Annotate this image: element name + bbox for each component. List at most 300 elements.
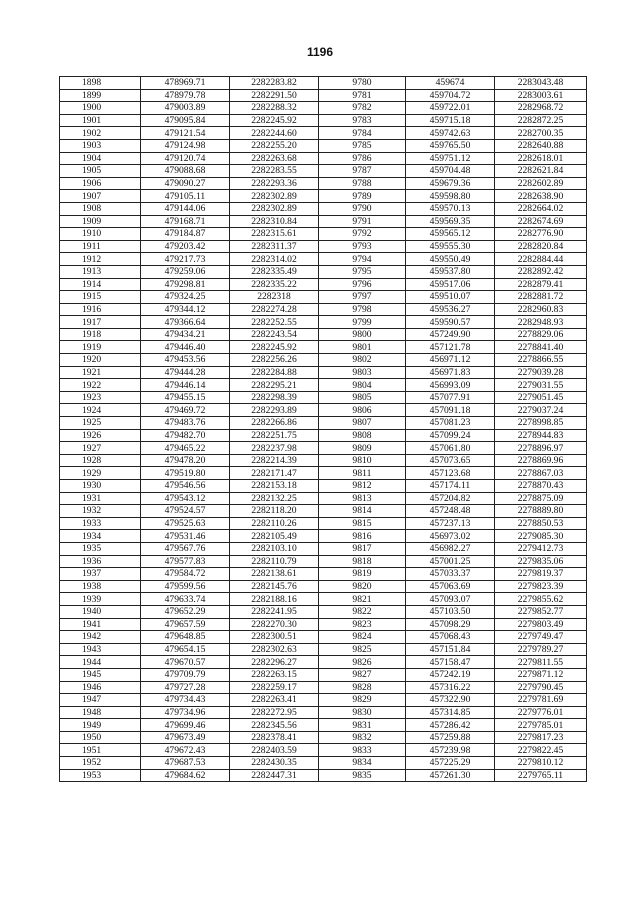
- y-coordinate-b-cell: 2278869.96: [495, 454, 587, 467]
- table-row: [60, 605, 587, 618]
- point-number-cell: 1939: [60, 593, 141, 606]
- y-coordinate-b-cell: 2279037.24: [495, 404, 587, 417]
- x-coordinate-b-cell: 456982.27: [406, 542, 495, 555]
- y-coordinate-b-cell: 2282960.83: [495, 303, 587, 316]
- point-number-b-cell: 9802: [319, 354, 406, 367]
- y-coordinate-cell: 2282255.20: [230, 139, 319, 152]
- x-coordinate-b-cell: 457098.29: [406, 618, 495, 631]
- y-coordinate-cell: 2282296.27: [230, 656, 319, 669]
- y-coordinate-b-cell: 2282776.90: [495, 228, 587, 241]
- x-coordinate-cell: 479003.89: [141, 102, 230, 115]
- y-coordinate-b-cell: 2279776.01: [495, 706, 587, 719]
- y-coordinate-b-cell: 2278870.43: [495, 480, 587, 493]
- x-coordinate-b-cell: 457249.90: [406, 328, 495, 341]
- y-coordinate-b-cell: 2278944.83: [495, 429, 587, 442]
- y-coordinate-b-cell: 2282881.72: [495, 291, 587, 304]
- point-number-cell: 1912: [60, 253, 141, 266]
- point-number-cell: 1924: [60, 404, 141, 417]
- x-coordinate-b-cell: 459704.72: [406, 89, 495, 102]
- x-coordinate-cell: 479090.27: [141, 177, 230, 190]
- x-coordinate-b-cell: 457225.29: [406, 757, 495, 770]
- y-coordinate-b-cell: 2282872.25: [495, 114, 587, 127]
- point-number-cell: 1907: [60, 190, 141, 203]
- y-coordinate-cell: 2282284.88: [230, 366, 319, 379]
- y-coordinate-cell: 2282259.17: [230, 681, 319, 694]
- point-number-cell: 1900: [60, 102, 141, 115]
- point-number-b-cell: 9817: [319, 542, 406, 555]
- y-coordinate-cell: 2282188.16: [230, 593, 319, 606]
- point-number-b-cell: 9804: [319, 379, 406, 392]
- y-coordinate-cell: 2282245.92: [230, 341, 319, 354]
- x-coordinate-cell: 479657.59: [141, 618, 230, 631]
- table-row: [60, 404, 587, 417]
- table-row: [60, 278, 587, 291]
- point-number-b-cell: 9790: [319, 202, 406, 215]
- y-coordinate-b-cell: 2282664.02: [495, 202, 587, 215]
- y-coordinate-cell: 2282274.28: [230, 303, 319, 316]
- table-row: [60, 580, 587, 593]
- y-coordinate-cell: 2282110.26: [230, 517, 319, 530]
- y-coordinate-cell: 2282266.86: [230, 417, 319, 430]
- y-coordinate-b-cell: 2279051.45: [495, 391, 587, 404]
- x-coordinate-cell: 479434.21: [141, 328, 230, 341]
- y-coordinate-cell: 2282118.20: [230, 505, 319, 518]
- y-coordinate-b-cell: 2278875.09: [495, 492, 587, 505]
- x-coordinate-cell: 479599.56: [141, 580, 230, 593]
- point-number-b-cell: 9782: [319, 102, 406, 115]
- point-number-cell: 1935: [60, 542, 141, 555]
- y-coordinate-cell: 2282138.61: [230, 568, 319, 581]
- table-row: [60, 442, 587, 455]
- x-coordinate-cell: 479709.79: [141, 668, 230, 681]
- point-number-cell: 1936: [60, 555, 141, 568]
- y-coordinate-cell: 2282288.32: [230, 102, 319, 115]
- point-number-b-cell: 9793: [319, 240, 406, 253]
- table-row: [60, 454, 587, 467]
- y-coordinate-b-cell: 2279790.45: [495, 681, 587, 694]
- table-row: [60, 265, 587, 278]
- point-number-b-cell: 9827: [319, 668, 406, 681]
- y-coordinate-b-cell: 2279811.55: [495, 656, 587, 669]
- y-coordinate-b-cell: 2282674.69: [495, 215, 587, 228]
- x-coordinate-b-cell: 459704.48: [406, 165, 495, 178]
- x-coordinate-cell: 479120.74: [141, 152, 230, 165]
- table-row: [60, 190, 587, 203]
- point-number-b-cell: 9825: [319, 643, 406, 656]
- point-number-b-cell: 9835: [319, 769, 406, 782]
- y-coordinate-b-cell: 2282820.84: [495, 240, 587, 253]
- point-number-b-cell: 9813: [319, 492, 406, 505]
- point-number-cell: 1920: [60, 354, 141, 367]
- point-number-cell: 1928: [60, 454, 141, 467]
- x-coordinate-b-cell: 457093.07: [406, 593, 495, 606]
- x-coordinate-cell: 479684.62: [141, 769, 230, 782]
- y-coordinate-cell: 2282447.31: [230, 769, 319, 782]
- x-coordinate-cell: 479446.40: [141, 341, 230, 354]
- x-coordinate-b-cell: 457151.84: [406, 643, 495, 656]
- y-coordinate-b-cell: 2279817.23: [495, 731, 587, 744]
- point-number-cell: 1911: [60, 240, 141, 253]
- y-coordinate-cell: 2282293.89: [230, 404, 319, 417]
- point-number-cell: 1915: [60, 291, 141, 304]
- x-coordinate-b-cell: 456993.09: [406, 379, 495, 392]
- table-row: [60, 228, 587, 241]
- table-row: [60, 542, 587, 555]
- point-number-cell: 1916: [60, 303, 141, 316]
- table-row: [60, 744, 587, 757]
- x-coordinate-b-cell: 459715.18: [406, 114, 495, 127]
- y-coordinate-b-cell: 2279819.37: [495, 568, 587, 581]
- x-coordinate-b-cell: 457068.43: [406, 631, 495, 644]
- point-number-cell: 1921: [60, 366, 141, 379]
- point-number-cell: 1927: [60, 442, 141, 455]
- point-number-b-cell: 9818: [319, 555, 406, 568]
- point-number-b-cell: 9794: [319, 253, 406, 266]
- x-coordinate-b-cell: 459565.12: [406, 228, 495, 241]
- point-number-b-cell: 9806: [319, 404, 406, 417]
- point-number-b-cell: 9799: [319, 316, 406, 329]
- point-number-b-cell: 9803: [319, 366, 406, 379]
- y-coordinate-b-cell: 2278850.53: [495, 517, 587, 530]
- x-coordinate-cell: 479453.56: [141, 354, 230, 367]
- y-coordinate-b-cell: 2282621.84: [495, 165, 587, 178]
- point-number-b-cell: 9792: [319, 228, 406, 241]
- x-coordinate-cell: 479519.80: [141, 467, 230, 480]
- y-coordinate-b-cell: 2279803.49: [495, 618, 587, 631]
- point-number-cell: 1937: [60, 568, 141, 581]
- y-coordinate-b-cell: 2282602.89: [495, 177, 587, 190]
- x-coordinate-b-cell: 457077.91: [406, 391, 495, 404]
- y-coordinate-cell: 2282263.68: [230, 152, 319, 165]
- point-number-b-cell: 9828: [319, 681, 406, 694]
- x-coordinate-cell: 479124.98: [141, 139, 230, 152]
- x-coordinate-cell: 479184.87: [141, 228, 230, 241]
- table-row: [60, 77, 587, 90]
- x-coordinate-b-cell: 457204.82: [406, 492, 495, 505]
- table-row: [60, 354, 587, 367]
- x-coordinate-cell: 479673.49: [141, 731, 230, 744]
- point-number-cell: 1933: [60, 517, 141, 530]
- y-coordinate-cell: 2282291.50: [230, 89, 319, 102]
- table-row: [60, 694, 587, 707]
- point-number-cell: 1946: [60, 681, 141, 694]
- table-row: [60, 681, 587, 694]
- y-coordinate-b-cell: 2279835.06: [495, 555, 587, 568]
- x-coordinate-b-cell: 457248.48: [406, 505, 495, 518]
- point-number-cell: 1906: [60, 177, 141, 190]
- table-row: [60, 618, 587, 631]
- table-row: [60, 316, 587, 329]
- point-number-cell: 1941: [60, 618, 141, 631]
- point-number-cell: 1905: [60, 165, 141, 178]
- table-row: [60, 291, 587, 304]
- x-coordinate-cell: 478979.78: [141, 89, 230, 102]
- y-coordinate-b-cell: 2279871.12: [495, 668, 587, 681]
- x-coordinate-b-cell: 457103.50: [406, 605, 495, 618]
- y-coordinate-b-cell: 2279412.73: [495, 542, 587, 555]
- y-coordinate-cell: 2282293.36: [230, 177, 319, 190]
- point-number-b-cell: 9788: [319, 177, 406, 190]
- point-number-b-cell: 9814: [319, 505, 406, 518]
- y-coordinate-cell: 2282171.47: [230, 467, 319, 480]
- y-coordinate-b-cell: 2279781.69: [495, 694, 587, 707]
- x-coordinate-cell: 479144.06: [141, 202, 230, 215]
- table-row: [60, 706, 587, 719]
- point-number-cell: 1910: [60, 228, 141, 241]
- x-coordinate-cell: 479567.76: [141, 542, 230, 555]
- y-coordinate-cell: 2282245.92: [230, 114, 319, 127]
- table-row: [60, 505, 587, 518]
- y-coordinate-b-cell: 2279810.12: [495, 757, 587, 770]
- point-number-b-cell: 9809: [319, 442, 406, 455]
- table-row: [60, 593, 587, 606]
- y-coordinate-b-cell: 2279789.27: [495, 643, 587, 656]
- point-number-cell: 1947: [60, 694, 141, 707]
- x-coordinate-b-cell: 457081.23: [406, 417, 495, 430]
- y-coordinate-cell: 2282270.30: [230, 618, 319, 631]
- point-number-b-cell: 9832: [319, 731, 406, 744]
- y-coordinate-b-cell: 2282638.90: [495, 190, 587, 203]
- point-number-b-cell: 9829: [319, 694, 406, 707]
- point-number-cell: 1919: [60, 341, 141, 354]
- table-row: [60, 731, 587, 744]
- table-row: [60, 757, 587, 770]
- point-number-b-cell: 9781: [319, 89, 406, 102]
- table-row: [60, 467, 587, 480]
- point-number-b-cell: 9801: [319, 341, 406, 354]
- x-coordinate-cell: 479344.12: [141, 303, 230, 316]
- point-number-cell: 1940: [60, 605, 141, 618]
- point-number-b-cell: 9785: [319, 139, 406, 152]
- x-coordinate-cell: 479546.56: [141, 480, 230, 493]
- table-row: [60, 240, 587, 253]
- x-coordinate-b-cell: 459598.80: [406, 190, 495, 203]
- point-number-b-cell: 9821: [319, 593, 406, 606]
- table-row: [60, 429, 587, 442]
- y-coordinate-cell: 2282430.35: [230, 757, 319, 770]
- point-number-cell: 1932: [60, 505, 141, 518]
- point-number-cell: 1917: [60, 316, 141, 329]
- table-row: [60, 114, 587, 127]
- x-coordinate-b-cell: 457174.11: [406, 480, 495, 493]
- x-coordinate-cell: 479633.74: [141, 593, 230, 606]
- x-coordinate-b-cell: 456971.12: [406, 354, 495, 367]
- x-coordinate-cell: 479088.68: [141, 165, 230, 178]
- x-coordinate-cell: 479465.22: [141, 442, 230, 455]
- x-coordinate-cell: 479483.76: [141, 417, 230, 430]
- x-coordinate-b-cell: 459590.57: [406, 316, 495, 329]
- point-number-cell: 1908: [60, 202, 141, 215]
- point-number-cell: 1938: [60, 580, 141, 593]
- x-coordinate-b-cell: 459679.36: [406, 177, 495, 190]
- point-number-b-cell: 9819: [319, 568, 406, 581]
- y-coordinate-b-cell: 2282968.72: [495, 102, 587, 115]
- point-number-b-cell: 9783: [319, 114, 406, 127]
- point-number-cell: 1952: [60, 757, 141, 770]
- point-number-b-cell: 9815: [319, 517, 406, 530]
- y-coordinate-cell: 2282263.15: [230, 668, 319, 681]
- x-coordinate-cell: 479446.14: [141, 379, 230, 392]
- point-number-b-cell: 9796: [319, 278, 406, 291]
- y-coordinate-b-cell: 2283043.48: [495, 77, 587, 90]
- x-coordinate-cell: 479168.71: [141, 215, 230, 228]
- table-row: [60, 152, 587, 165]
- x-coordinate-b-cell: 456973.02: [406, 530, 495, 543]
- table-row: [60, 165, 587, 178]
- table-row: [60, 568, 587, 581]
- x-coordinate-cell: 479648.85: [141, 631, 230, 644]
- point-number-b-cell: 9780: [319, 77, 406, 90]
- coordinates-table: [59, 76, 587, 782]
- table-row: [60, 102, 587, 115]
- table-row: [60, 417, 587, 430]
- point-number-cell: 1902: [60, 127, 141, 140]
- x-coordinate-b-cell: 457063.69: [406, 580, 495, 593]
- y-coordinate-b-cell: 2279785.01: [495, 719, 587, 732]
- point-number-cell: 1898: [60, 77, 141, 90]
- point-number-b-cell: 9823: [319, 618, 406, 631]
- y-coordinate-cell: 2282335.49: [230, 265, 319, 278]
- x-coordinate-cell: 479654.15: [141, 643, 230, 656]
- point-number-b-cell: 9807: [319, 417, 406, 430]
- point-number-cell: 1930: [60, 480, 141, 493]
- y-coordinate-cell: 2282105.49: [230, 530, 319, 543]
- y-coordinate-b-cell: 2279031.55: [495, 379, 587, 392]
- x-coordinate-b-cell: 457242.19: [406, 668, 495, 681]
- point-number-cell: 1945: [60, 668, 141, 681]
- point-number-b-cell: 9831: [319, 719, 406, 732]
- x-coordinate-b-cell: 459550.49: [406, 253, 495, 266]
- point-number-b-cell: 9797: [319, 291, 406, 304]
- y-coordinate-cell: 2282110.79: [230, 555, 319, 568]
- y-coordinate-cell: 2282310.84: [230, 215, 319, 228]
- y-coordinate-cell: 2282103.10: [230, 542, 319, 555]
- point-number-b-cell: 9812: [319, 480, 406, 493]
- y-coordinate-cell: 2282295.21: [230, 379, 319, 392]
- y-coordinate-cell: 2282302.63: [230, 643, 319, 656]
- y-coordinate-b-cell: 2282892.42: [495, 265, 587, 278]
- y-coordinate-b-cell: 2278829.06: [495, 328, 587, 341]
- x-coordinate-cell: 478969.71: [141, 77, 230, 90]
- x-coordinate-b-cell: 457322.90: [406, 694, 495, 707]
- table-row: [60, 379, 587, 392]
- point-number-cell: 1904: [60, 152, 141, 165]
- y-coordinate-b-cell: 2278896.97: [495, 442, 587, 455]
- point-number-b-cell: 9798: [319, 303, 406, 316]
- y-coordinate-cell: 2282214.39: [230, 454, 319, 467]
- table-row: [60, 631, 587, 644]
- x-coordinate-b-cell: 457033.37: [406, 568, 495, 581]
- y-coordinate-cell: 2282318: [230, 291, 319, 304]
- x-coordinate-b-cell: 459570.13: [406, 202, 495, 215]
- y-coordinate-b-cell: 2279822.45: [495, 744, 587, 757]
- y-coordinate-cell: 2282302.89: [230, 202, 319, 215]
- y-coordinate-cell: 2282283.82: [230, 77, 319, 90]
- point-number-b-cell: 9800: [319, 328, 406, 341]
- x-coordinate-b-cell: 457123.68: [406, 467, 495, 480]
- y-coordinate-b-cell: 2279749.47: [495, 631, 587, 644]
- x-coordinate-b-cell: 457237.13: [406, 517, 495, 530]
- point-number-cell: 1942: [60, 631, 141, 644]
- page-number: 1196: [306, 45, 334, 59]
- point-number-cell: 1899: [60, 89, 141, 102]
- x-coordinate-b-cell: 457121.78: [406, 341, 495, 354]
- y-coordinate-cell: 2282263.41: [230, 694, 319, 707]
- x-coordinate-cell: 479672.43: [141, 744, 230, 757]
- x-coordinate-b-cell: 459510.07: [406, 291, 495, 304]
- table-row: [60, 328, 587, 341]
- x-coordinate-cell: 479577.83: [141, 555, 230, 568]
- x-coordinate-b-cell: 459765.50: [406, 139, 495, 152]
- point-number-cell: 1923: [60, 391, 141, 404]
- point-number-b-cell: 9822: [319, 605, 406, 618]
- x-coordinate-cell: 479699.46: [141, 719, 230, 732]
- point-number-b-cell: 9786: [319, 152, 406, 165]
- y-coordinate-b-cell: 2282879.41: [495, 278, 587, 291]
- point-number-b-cell: 9789: [319, 190, 406, 203]
- x-coordinate-b-cell: 459722.01: [406, 102, 495, 115]
- y-coordinate-b-cell: 2283003.61: [495, 89, 587, 102]
- x-coordinate-cell: 479203.42: [141, 240, 230, 253]
- y-coordinate-cell: 2282378.41: [230, 731, 319, 744]
- y-coordinate-cell: 2282283.55: [230, 165, 319, 178]
- point-number-b-cell: 9820: [319, 580, 406, 593]
- y-coordinate-cell: 2282243.54: [230, 328, 319, 341]
- x-coordinate-cell: 479469.72: [141, 404, 230, 417]
- point-number-cell: 1901: [60, 114, 141, 127]
- table-row: [60, 719, 587, 732]
- point-number-cell: 1934: [60, 530, 141, 543]
- table-row: [60, 530, 587, 543]
- y-coordinate-b-cell: 2278867.03: [495, 467, 587, 480]
- x-coordinate-b-cell: 459517.06: [406, 278, 495, 291]
- x-coordinate-cell: 479531.46: [141, 530, 230, 543]
- point-number-cell: 1926: [60, 429, 141, 442]
- x-coordinate-cell: 479324.25: [141, 291, 230, 304]
- x-coordinate-b-cell: 457001.25: [406, 555, 495, 568]
- x-coordinate-b-cell: 459751.12: [406, 152, 495, 165]
- point-number-b-cell: 9834: [319, 757, 406, 770]
- point-number-cell: 1914: [60, 278, 141, 291]
- y-coordinate-b-cell: 2279852.77: [495, 605, 587, 618]
- table-row: [60, 517, 587, 530]
- x-coordinate-b-cell: 457099.24: [406, 429, 495, 442]
- x-coordinate-cell: 479525.63: [141, 517, 230, 530]
- x-coordinate-cell: 479524.57: [141, 505, 230, 518]
- x-coordinate-cell: 479217.73: [141, 253, 230, 266]
- table-row: [60, 391, 587, 404]
- point-number-b-cell: 9816: [319, 530, 406, 543]
- x-coordinate-cell: 479584.72: [141, 568, 230, 581]
- x-coordinate-b-cell: 459674: [406, 77, 495, 90]
- x-coordinate-b-cell: 457259.88: [406, 731, 495, 744]
- x-coordinate-cell: 479543.12: [141, 492, 230, 505]
- point-number-b-cell: 9830: [319, 706, 406, 719]
- x-coordinate-b-cell: 457073.65: [406, 454, 495, 467]
- x-coordinate-b-cell: 457316.22: [406, 681, 495, 694]
- y-coordinate-cell: 2282302.89: [230, 190, 319, 203]
- y-coordinate-cell: 2282315.61: [230, 228, 319, 241]
- y-coordinate-cell: 2282251.75: [230, 429, 319, 442]
- x-coordinate-cell: 479652.29: [141, 605, 230, 618]
- x-coordinate-cell: 479734.96: [141, 706, 230, 719]
- table-row: [60, 492, 587, 505]
- x-coordinate-b-cell: 459537.80: [406, 265, 495, 278]
- point-number-cell: 1951: [60, 744, 141, 757]
- table-row: [60, 668, 587, 681]
- x-coordinate-b-cell: 457091.18: [406, 404, 495, 417]
- x-coordinate-b-cell: 457239.98: [406, 744, 495, 757]
